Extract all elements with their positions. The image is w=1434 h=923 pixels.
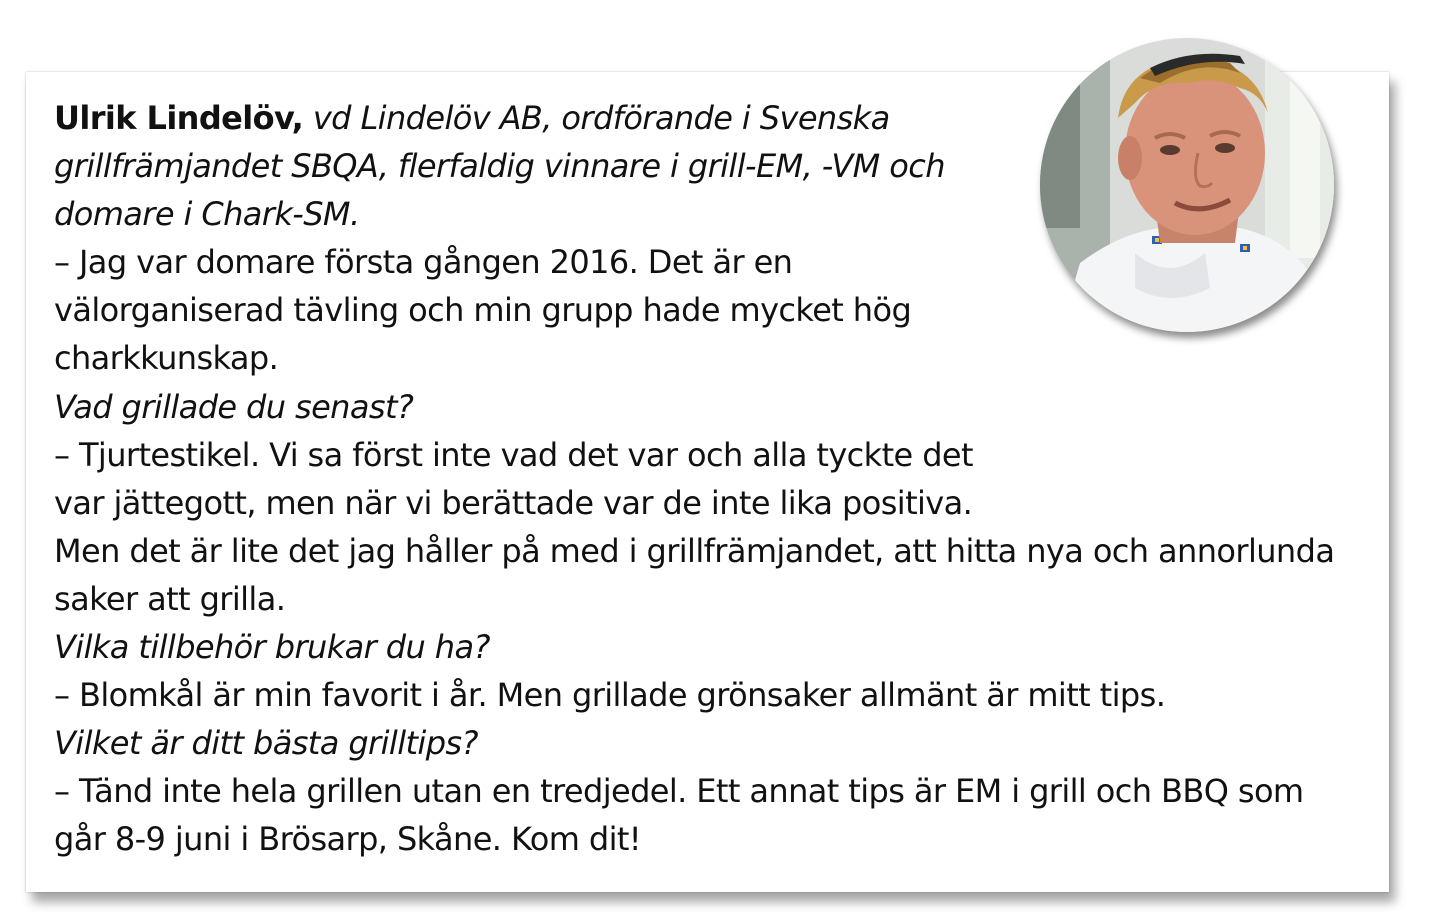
answer-4-line-2: går 8-9 juni i Brösarp, Skåne. Kom dit! <box>54 820 642 859</box>
intro-line-2: grillfrämjandet SBQA, flerfaldig vinnare i grill-EM, -VM och <box>54 147 945 186</box>
answer-3-line-1: – Blomkål är min favorit i år. Men grillade grönsaker allmänt är mitt tips. <box>54 676 1166 715</box>
answer-4-line-1: – Tänd inte hela grillen utan en tredjedel. Ett annat tips är EM i grill och BBQ som <box>54 772 1304 811</box>
answer-1-line-3: charkkunskap. <box>54 339 279 378</box>
person-title: vd Lindelöv AB, ordförande i Svenska <box>303 99 890 137</box>
person-name: Ulrik Lindelöv, <box>54 99 304 137</box>
answer-1-line-2: välorganiserad tävling och min grupp hade mycket hög <box>54 291 912 330</box>
answer-2-line-4: saker att grilla. <box>54 579 286 618</box>
portrait-illustration <box>1040 38 1334 332</box>
portrait-photo <box>1040 38 1334 332</box>
question-2: Vad grillade du senast? <box>54 387 414 426</box>
intro-line-3: domare i Chark-SM. <box>54 195 360 234</box>
question-4: Vilket är ditt bästa grilltips? <box>54 724 478 763</box>
question-3: Vilka tillbehör brukar du ha? <box>54 628 490 667</box>
answer-2-line-3: Men det är lite det jag håller på med i grillfrämjandet, att hitta nya och annorlunda <box>54 531 1335 570</box>
answer-1-line-1: – Jag var domare första gången 2016. Det är en <box>54 243 793 282</box>
answer-2-line-1: – Tjurtestikel. Vi sa först inte vad det var och alla tyckte det <box>54 435 973 474</box>
answer-2-line-2: var jättegott, men när vi berättade var de inte lika positiva. <box>54 483 973 522</box>
